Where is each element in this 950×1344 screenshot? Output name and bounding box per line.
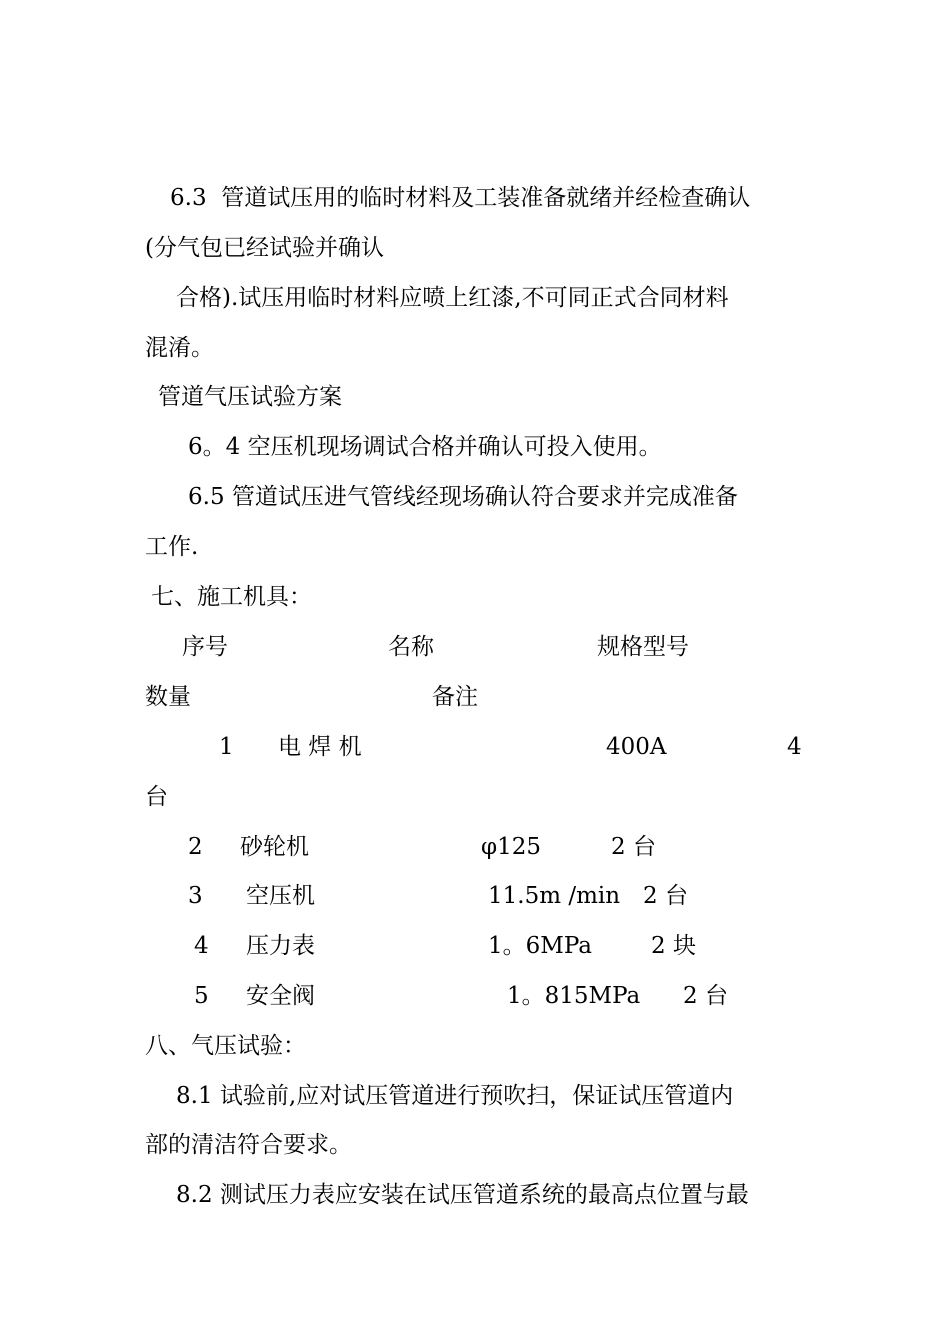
row-3-qty: 2 台 <box>643 883 688 909</box>
paragraph-6-3-line-2: (分气包已经试验并确认 <box>145 235 384 261</box>
row-1-spec: 400A <box>606 734 667 760</box>
row-2-name: 砂轮机 <box>240 834 309 860</box>
row-1-no: 1 <box>219 734 234 760</box>
row-2-spec: φ125 <box>481 834 542 860</box>
row-1-name: 电 焊 机 <box>278 734 362 760</box>
paragraph-8-2-line-1: 8.2 测试压力表应安装在试压管道系统的最高点位置与最 <box>176 1182 749 1208</box>
paragraph-6-4: 6。4 空压机现场调试合格并确认可投入使用。 <box>188 434 662 460</box>
row-4-qty: 2 块 <box>651 933 696 959</box>
row-3-spec: 11.5m /min <box>488 883 621 909</box>
row-2-no: 2 <box>188 834 203 860</box>
row-5-no: 5 <box>194 983 209 1009</box>
header-spec: 规格型号 <box>597 634 689 660</box>
row-3-no: 3 <box>188 883 203 909</box>
row-4-spec: 1。6MPa <box>488 933 592 959</box>
header-qty: 数量 <box>145 684 191 710</box>
heading-section-7: 七、施工机具： <box>151 584 312 610</box>
paragraph-6-3-line-3: 合格).试压用临时材料应喷上红漆,不可同正式合同材料 <box>176 285 729 311</box>
row-1-qty-number: 4 <box>787 734 802 760</box>
header-name: 名称 <box>388 634 434 660</box>
row-5-spec: 1。815MPa <box>507 983 641 1009</box>
paragraph-6-5-line-2: 工作. <box>145 534 199 560</box>
row-1-qty-unit: 台 <box>145 784 168 810</box>
row-2-qty: 2 台 <box>611 834 656 860</box>
paragraph-6-5-line-1: 6.5 管道试压进气管线经现场确认符合要求并完成准备 <box>188 484 738 510</box>
heading-section-8: 八、气压试验： <box>145 1033 306 1059</box>
header-no: 序号 <box>182 634 228 660</box>
row-4-no: 4 <box>194 933 209 959</box>
paragraph-6-3-line-1: 6.3 管道试压用的临时材料及工装准备就绪并经检查确认 <box>170 185 751 211</box>
row-5-qty: 2 台 <box>683 983 728 1009</box>
paragraph-6-3-line-4: 混淆。 <box>145 335 214 361</box>
row-3-name: 空压机 <box>246 883 315 909</box>
row-4-name: 压力表 <box>246 933 315 959</box>
subtitle-pneumatic-test-plan: 管道气压试验方案 <box>158 384 342 410</box>
header-remark: 备注 <box>432 684 478 710</box>
paragraph-8-1-line-1: 8.1 试验前,应对试压管道进行预吹扫，保证试压管道内 <box>176 1083 734 1109</box>
paragraph-8-1-line-2: 部的清洁符合要求。 <box>145 1132 352 1158</box>
row-5-name: 安全阀 <box>246 983 315 1009</box>
